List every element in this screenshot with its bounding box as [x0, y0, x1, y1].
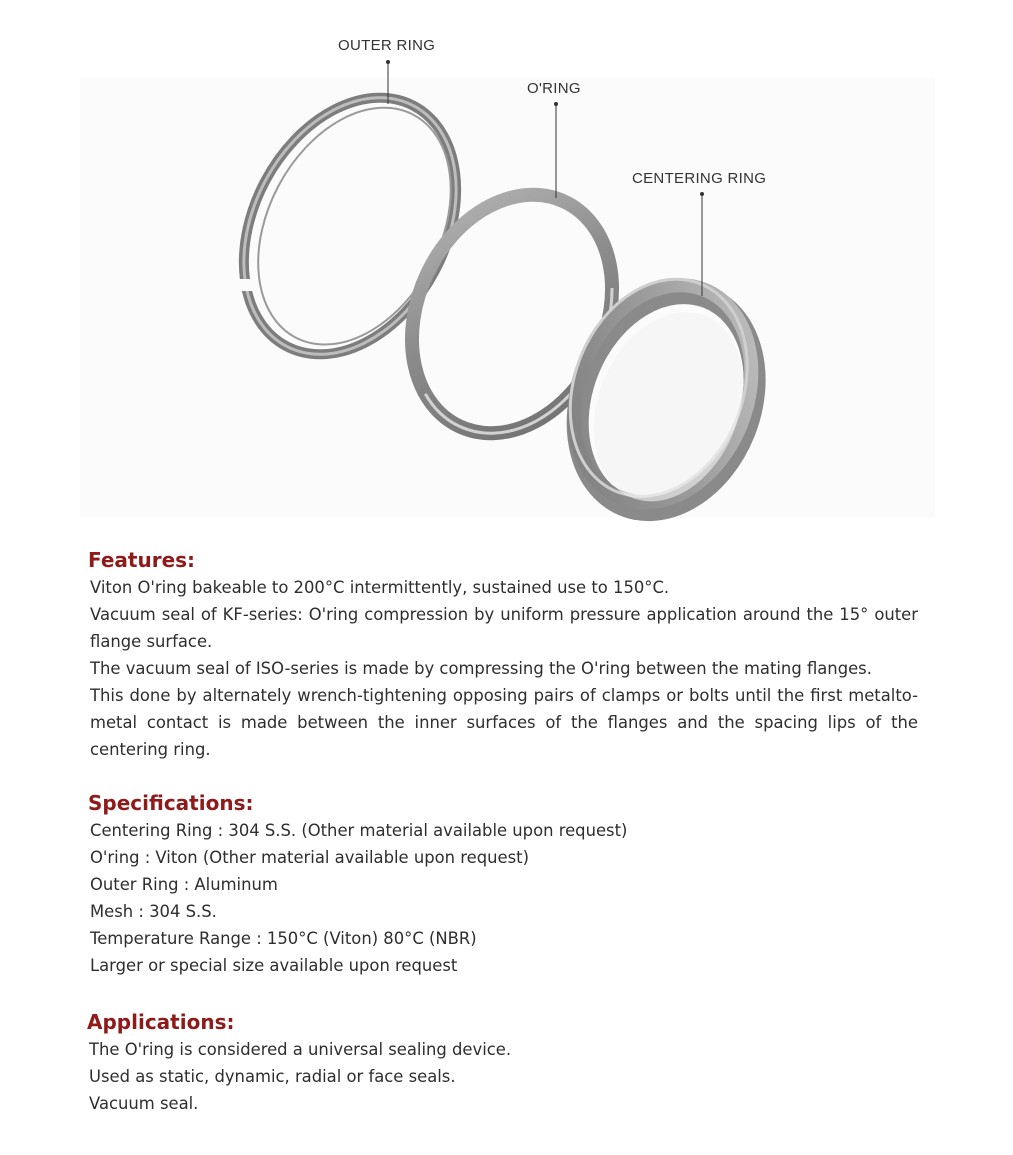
- spec-line: Mesh : 304 S.S.: [90, 902, 217, 921]
- centering-ring-label: CENTERING RING: [632, 170, 767, 187]
- application-line: The O'ring is considered a universal sealing device.: [89, 1040, 512, 1059]
- centering-ring-shape: [535, 253, 790, 530]
- features-line: This done by alternately wrench-tightening opposing pairs of clamps or bolts until the first metalto-metal contact is made between the inner surfaces of the flanges and the spacing lips of the centering ring.: [90, 686, 918, 759]
- outer-ring-gap: [239, 279, 253, 291]
- features-line: The vacuum seal of ISO-series is made by compressing the O'ring between the mating flanges.: [90, 659, 872, 678]
- specifications-heading: Specifications:: [88, 791, 254, 815]
- spec-line: Larger or special size available upon request: [90, 956, 458, 975]
- features-line: Vacuum seal of KF-series: O'ring compression by uniform pressure application around the 15° outer flange surface.: [90, 605, 918, 651]
- outer-ring-label: OUTER RING: [338, 37, 436, 54]
- spec-line: Centering Ring : 304 S.S. (Other material available upon request): [90, 821, 628, 840]
- application-line: Used as static, dynamic, radial or face seals.: [89, 1067, 456, 1086]
- o-ring-leader: [554, 102, 558, 198]
- centering-ring-leader: [700, 192, 704, 296]
- application-line: Vacuum seal.: [89, 1094, 199, 1113]
- rings-diagram: [0, 0, 1013, 530]
- applications-heading: Applications:: [87, 1010, 235, 1034]
- features-section: [88, 546, 918, 763]
- spec-line: Temperature Range : 150°C (Viton) 80°C (NBR): [90, 929, 477, 948]
- specifications-section: [88, 789, 918, 979]
- features-heading: Features:: [88, 548, 196, 572]
- applications-section: [87, 1008, 917, 1117]
- spec-line: O'ring : Viton (Other material available upon request): [90, 848, 529, 867]
- o-ring-label: O'RING: [527, 80, 581, 97]
- spec-line: Outer Ring : Aluminum: [90, 875, 278, 894]
- features-line: Viton O'ring bakeable to 200°C intermittently, sustained use to 150°C.: [90, 578, 670, 597]
